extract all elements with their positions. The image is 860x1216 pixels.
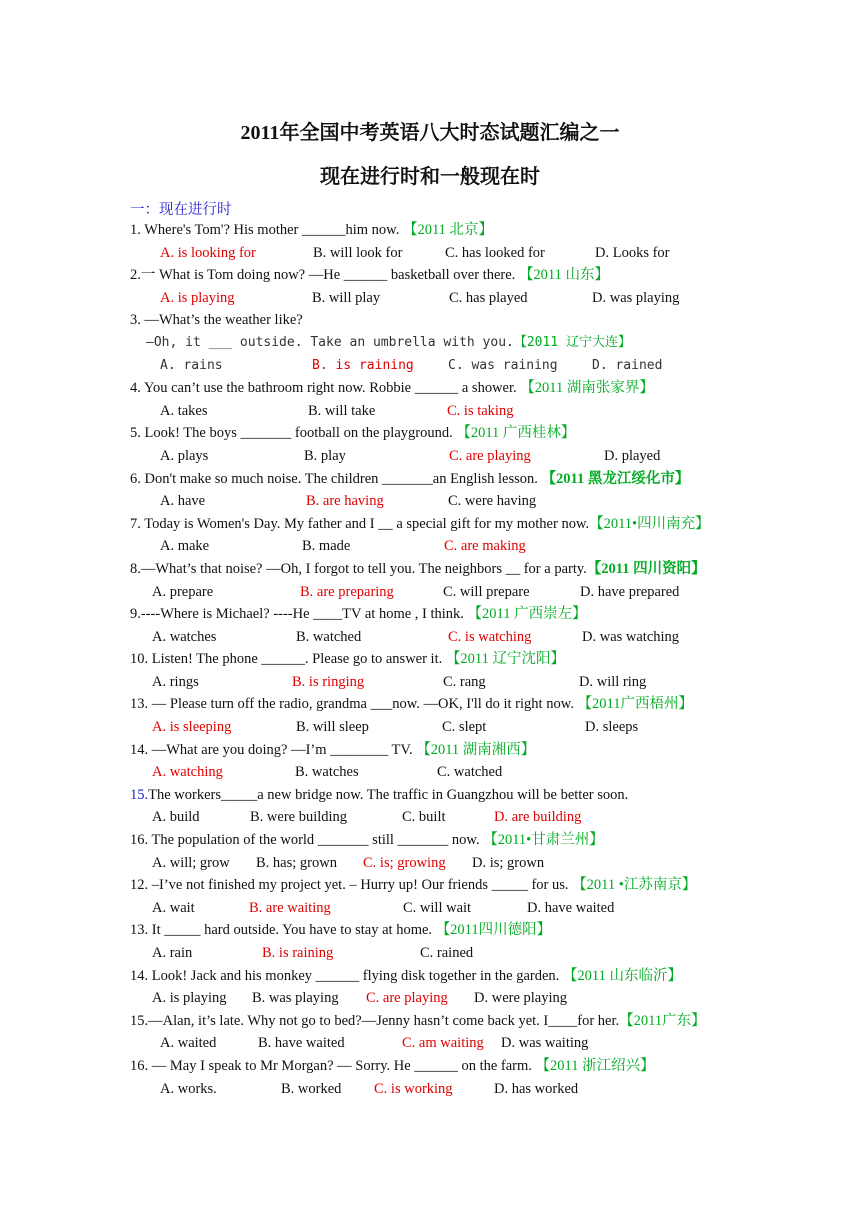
option: A. takes [160, 402, 208, 419]
question-source-tag: 【2011 辽宁大连】 [513, 334, 631, 350]
option: D. was watching [582, 628, 680, 645]
question-source-tag: 【2011 四川资阳】 [586, 560, 706, 577]
question-text: 16. The population of the world _______ still _______ now. [130, 832, 484, 849]
question-text: 15.—Alan, it’s late. Why not go to bed?—Jenny hasn’t come back yet. I____for her. [130, 1012, 620, 1029]
question-text: 6. Don't make so much noise. The children _______an English lesson. [130, 470, 542, 487]
options-row [130, 761, 742, 784]
option: B. has; grown [256, 854, 337, 871]
answer-option: C. are making [444, 538, 526, 555]
question-stem [130, 468, 742, 491]
option: D. was playing [592, 289, 680, 306]
question-list [130, 219, 742, 1100]
options-row [130, 581, 742, 604]
answer-option: A. watching [152, 764, 223, 781]
question-source-tag: 【2011 浙江绍兴】 [535, 1057, 655, 1074]
option: C. has played [449, 289, 528, 306]
question-text: 5. Look! The boys _______ football on the playground. [130, 425, 457, 442]
option: B. will take [308, 402, 376, 419]
answer-option: D. are building [494, 809, 582, 826]
question-text: 4. You can’t use the bathroom right now. Robbie ______ a shower. [130, 380, 521, 397]
option: D. played [604, 447, 661, 464]
option: A. rings [152, 673, 199, 690]
option: C. was raining [448, 357, 558, 373]
question-text: 7. Today is Women's Day. My father and I __ a special gift for my mother now. [130, 515, 590, 532]
question-stem [130, 513, 742, 536]
answer-option: A. is sleeping [152, 719, 232, 736]
options-row [130, 355, 742, 378]
option: A. wait [152, 899, 195, 916]
question-text: 14. Look! Jack and his monkey ______ flying disk together in the garden. [130, 967, 563, 984]
option: B. were building [250, 809, 348, 826]
option: C. will prepare [443, 583, 530, 600]
answer-option: B. are preparing [300, 583, 394, 600]
question-stem [130, 829, 742, 852]
option: D. Looks for [595, 244, 670, 261]
options-row [130, 535, 742, 558]
option: A. waited [160, 1035, 217, 1052]
question-stem [130, 603, 742, 626]
answer-option: C. is watching [448, 628, 532, 645]
option: B. will sleep [296, 719, 369, 736]
options-row [130, 671, 742, 694]
page-title: 2011年全国中考英语八大时态试题汇编之一 [240, 122, 620, 144]
answer-option: A. is playing [160, 289, 235, 306]
question-source-tag: 【2011 山东】 [518, 267, 610, 284]
question-text: 12. –I’ve not finished my project yet. – Hurry up! Our friends _____ for us. [130, 877, 573, 894]
option: A. make [160, 538, 210, 555]
answer-option: A. is looking for [160, 244, 256, 261]
answer-option: B. is raining [312, 357, 414, 373]
question-stem [130, 264, 742, 287]
question-stem [130, 422, 742, 445]
options-row [130, 987, 742, 1010]
option: A. is playing [152, 990, 227, 1007]
option: C. were having [448, 493, 537, 510]
question-stem [130, 739, 742, 762]
option: A. build [152, 809, 200, 826]
answer-option: B. are having [306, 493, 384, 510]
question-text: 10. Listen! The phone ______. Please go to answer it. [130, 651, 446, 668]
options-row [130, 852, 742, 875]
option: C. rained [420, 945, 474, 961]
option: A. rain [152, 945, 193, 961]
option: A. rains [160, 357, 223, 373]
answer-option: C. are playing [366, 990, 448, 1007]
option: A. watches [152, 628, 217, 645]
question-stem [130, 558, 742, 581]
options-row [130, 1078, 742, 1101]
question-stem [130, 648, 742, 671]
option: C. watched [437, 764, 503, 781]
question-number: 15. [130, 786, 149, 803]
option: B. play [304, 447, 346, 464]
question-text: 13. It _____ hard outside. You have to stay at home. [130, 922, 436, 939]
option: B. was playing [252, 990, 339, 1007]
options-row [130, 716, 742, 739]
option: D. was waiting [501, 1035, 589, 1052]
answer-option: B. are waiting [249, 899, 331, 916]
question-text: 3. —What’s the weather like? [130, 312, 303, 329]
question-stem [130, 332, 742, 355]
options-row [130, 942, 742, 965]
answer-option: C. is taking [447, 402, 514, 419]
option: D. sleeps [585, 719, 639, 736]
question-source-tag: 【2011广东】 [619, 1012, 706, 1029]
question-text: The workers_____a new bridge now. The traffic in Guangzhou will be better soon. [148, 786, 629, 803]
answer-option: C. am waiting [402, 1035, 484, 1052]
option: C. built [402, 809, 446, 826]
option: C. slept [442, 719, 487, 736]
question-stem [130, 693, 742, 716]
question-source-tag: 【2011 黑龙江绥化市】 [541, 470, 690, 487]
answer-option: C. is; growing [363, 854, 446, 871]
question-stem [130, 1010, 742, 1033]
question-stem [130, 219, 742, 242]
options-row [130, 242, 742, 265]
options-row [130, 445, 742, 468]
question-source-tag: 【2011广西梧州】 [577, 696, 693, 713]
option: D. will ring [579, 673, 647, 690]
option: B. will play [312, 289, 381, 306]
option: A. works. [160, 1080, 217, 1097]
question-source-tag: 【2011 湖南张家界】 [520, 380, 654, 397]
question-stem [130, 919, 742, 942]
option: C. has looked for [445, 244, 545, 261]
page-subtitle: 现在进行时和一般现在时 [320, 166, 540, 188]
question-text: 9.----Where is Michael? ----He ____TV at home , I think. [130, 606, 468, 623]
question-source-tag: 【2011 湖南湘西】 [416, 741, 536, 758]
option: A. plays [160, 447, 209, 464]
option: D. has worked [494, 1080, 579, 1097]
options-row [130, 626, 742, 649]
option: C. will wait [403, 899, 472, 916]
question-text: —Oh, it ___ outside. Take an umbrella with you. [146, 334, 514, 350]
option: A. prepare [152, 583, 214, 600]
question-stem [130, 377, 742, 400]
question-source-tag: 【2011 山东临沂】 [562, 967, 682, 984]
option: D. rained [592, 357, 663, 373]
option: B. will look for [313, 244, 403, 261]
question-source-tag: 【2011 辽宁沈阳】 [445, 651, 565, 668]
options-row [130, 400, 742, 423]
answer-option: B. is raining [262, 945, 334, 961]
option: B. watched [296, 628, 362, 645]
options-row [130, 806, 742, 829]
option: D. have waited [527, 899, 615, 916]
question-source-tag: 【2011四川德阳】 [435, 922, 552, 939]
option: B. made [302, 538, 351, 555]
question-text: 8.—What’s that noise? —Oh, I forgot to tell you. The neighbors __ for a party. [130, 560, 587, 577]
option: B. have waited [258, 1035, 345, 1052]
question-source-tag: 【2011 广西桂林】 [456, 425, 576, 442]
question-source-tag: 【2011•四川南充】 [589, 515, 710, 532]
options-row [130, 897, 742, 920]
options-row [130, 1032, 742, 1055]
option: D. were playing [474, 990, 568, 1007]
option: A. have [160, 493, 206, 510]
question-text: 13. — Please turn off the radio, grandma ___now. —OK, I'll do it right now. [130, 696, 578, 713]
section-heading: 一：现在进行时 [130, 202, 232, 218]
question-stem [130, 784, 742, 807]
question-source-tag: 【2011 广西崇左】 [467, 606, 587, 623]
answer-option: C. is working [374, 1080, 453, 1097]
question-text: 2.一 What is Tom doing now? —He ______ basketball over there. [130, 267, 519, 284]
option: C. rang [443, 673, 486, 690]
options-row [130, 287, 742, 310]
question-text: 1. Where's Tom'? His mother ______him now. [130, 222, 403, 238]
question-text: 16. — May I speak to Mr Morgan? — Sorry. He ______ on the farm. [130, 1057, 536, 1074]
question-source-tag: 【2011 北京】 [402, 222, 494, 238]
question-stem [130, 874, 742, 897]
question-source-tag: 【2011•甘肃兰州】 [483, 832, 604, 849]
options-row [130, 490, 742, 513]
question-stem [130, 965, 742, 988]
question-source-tag: 【2011 •江苏南京】 [572, 877, 697, 894]
question-stem [130, 309, 742, 332]
question-text: 14. —What are you doing? —I’m ________ TV. [130, 741, 417, 758]
option: B. worked [281, 1080, 342, 1097]
option: B. watches [295, 764, 359, 781]
option: A. will; grow [152, 854, 230, 871]
answer-option: B. is ringing [292, 673, 365, 690]
answer-option: C. are playing [449, 447, 531, 464]
option: D. is; grown [472, 854, 545, 871]
option: D. have prepared [580, 583, 680, 600]
question-stem [130, 1055, 742, 1078]
